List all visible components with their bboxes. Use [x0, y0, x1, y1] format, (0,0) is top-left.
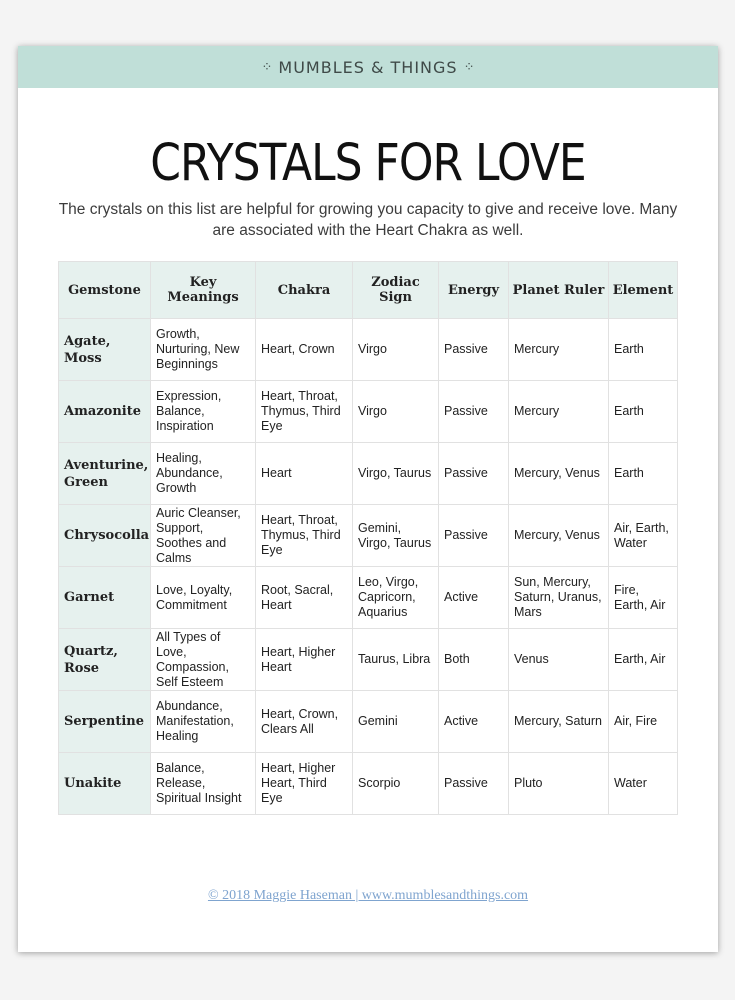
energy-cell: Passive — [439, 753, 509, 815]
planet-cell: Mercury — [509, 381, 609, 443]
gemstone-cell: Quartz, Rose — [59, 629, 151, 691]
energy-cell: Both — [439, 629, 509, 691]
header-key-meanings: Key Meanings — [151, 262, 256, 319]
chakra-cell: Heart, Crown — [256, 319, 353, 381]
crystals-table — [58, 261, 678, 815]
sparkle-right-icon: ⁘ — [463, 59, 475, 74]
sparkle-left-icon: ⁘ — [261, 59, 273, 74]
chakra-cell: Heart, Higher Heart — [256, 629, 353, 691]
gemstone-cell: Garnet — [59, 567, 151, 629]
table-row — [59, 691, 678, 753]
table-header-row — [59, 262, 678, 319]
table-row — [59, 753, 678, 815]
energy-cell: Passive — [439, 319, 509, 381]
gemstone-cell: Aventurine, Green — [59, 443, 151, 505]
header-element: Element — [609, 262, 678, 319]
footer-copyright-link[interactable]: © 2018 Maggie Haseman | www.mumblesandthings.com — [207, 888, 529, 903]
zodiac-cell: Scorpio — [353, 753, 439, 815]
zodiac-cell: Virgo, Taurus — [353, 443, 439, 505]
gemstone-cell: Serpentine — [59, 691, 151, 753]
element-cell: Earth — [609, 443, 678, 505]
key-meanings-cell: Auric Cleanser, Support, Soothes and Calms — [151, 505, 256, 567]
header-chakra: Chakra — [256, 262, 353, 319]
key-meanings-cell: Growth, Nurturing, New Beginnings — [151, 319, 256, 381]
element-cell: Earth — [609, 381, 678, 443]
key-meanings-cell: Expression, Balance, Inspiration — [151, 381, 256, 443]
key-meanings-cell: All Types of Love, Compassion, Self Esteem — [151, 629, 256, 691]
key-meanings-cell: Abundance, Manifestation, Healing — [151, 691, 256, 753]
planet-cell: Mercury, Venus — [509, 443, 609, 505]
chakra-cell: Heart, Higher Heart, Third Eye — [256, 753, 353, 815]
planet-cell: Venus — [509, 629, 609, 691]
planet-cell: Mercury, Venus — [509, 505, 609, 567]
table-row — [59, 629, 678, 691]
element-cell: Air, Fire — [609, 691, 678, 753]
element-cell: Air, Earth, Water — [609, 505, 678, 567]
header-planet-ruler: Planet Ruler — [509, 262, 609, 319]
planet-cell: Mercury — [509, 319, 609, 381]
zodiac-cell: Leo, Virgo, Capricorn, Aquarius — [353, 567, 439, 629]
header-gemstone: Gemstone — [59, 262, 151, 319]
element-cell: Earth, Air — [609, 629, 678, 691]
energy-cell: Active — [439, 691, 509, 753]
table-row — [59, 319, 678, 381]
zodiac-cell: Virgo — [353, 381, 439, 443]
header-energy: Energy — [439, 262, 509, 319]
key-meanings-cell: Love, Loyalty, Commitment — [151, 567, 256, 629]
chakra-cell: Heart, Throat, Thymus, Third Eye — [256, 381, 353, 443]
gemstone-cell: Amazonite — [59, 381, 151, 443]
table-row — [59, 505, 678, 567]
table-row — [59, 381, 678, 443]
page-title: CRYSTALS FOR LOVE — [150, 134, 586, 193]
brand-name: MUMBLES & THINGS — [278, 57, 458, 77]
planet-cell: Sun, Mercury, Saturn, Uranus, Mars — [509, 567, 609, 629]
zodiac-cell: Gemini, Virgo, Taurus — [353, 505, 439, 567]
planet-cell: Mercury, Saturn — [509, 691, 609, 753]
energy-cell: Passive — [439, 381, 509, 443]
zodiac-cell: Taurus, Libra — [353, 629, 439, 691]
element-cell: Earth — [609, 319, 678, 381]
planet-cell: Pluto — [509, 753, 609, 815]
energy-cell: Active — [439, 567, 509, 629]
energy-cell: Passive — [439, 443, 509, 505]
chakra-cell: Heart, Crown, Clears All — [256, 691, 353, 753]
table-row — [59, 443, 678, 505]
table-row — [59, 567, 678, 629]
gemstone-cell: Unakite — [59, 753, 151, 815]
page-subtitle: The crystals on this list are helpful for growing you capacity to give and receive love. Many are associated with the Heart Chakra as well. — [58, 201, 678, 239]
chakra-cell: Heart, Throat, Thymus, Third Eye — [256, 505, 353, 567]
key-meanings-cell: Healing, Abundance, Growth — [151, 443, 256, 505]
chakra-cell: Heart — [256, 443, 353, 505]
chakra-cell: Root, Sacral, Heart — [256, 567, 353, 629]
element-cell: Water — [609, 753, 678, 815]
element-cell: Fire, Earth, Air — [609, 567, 678, 629]
energy-cell: Passive — [439, 505, 509, 567]
header-zodiac-sign: Zodiac Sign — [353, 262, 439, 319]
zodiac-cell: Gemini — [353, 691, 439, 753]
gemstone-cell: Agate, Moss — [59, 319, 151, 381]
gemstone-cell: Chrysocolla — [59, 505, 151, 567]
brand-banner — [18, 46, 718, 88]
key-meanings-cell: Balance, Release, Spiritual Insight — [151, 753, 256, 815]
zodiac-cell: Virgo — [353, 319, 439, 381]
document-page — [18, 46, 718, 952]
